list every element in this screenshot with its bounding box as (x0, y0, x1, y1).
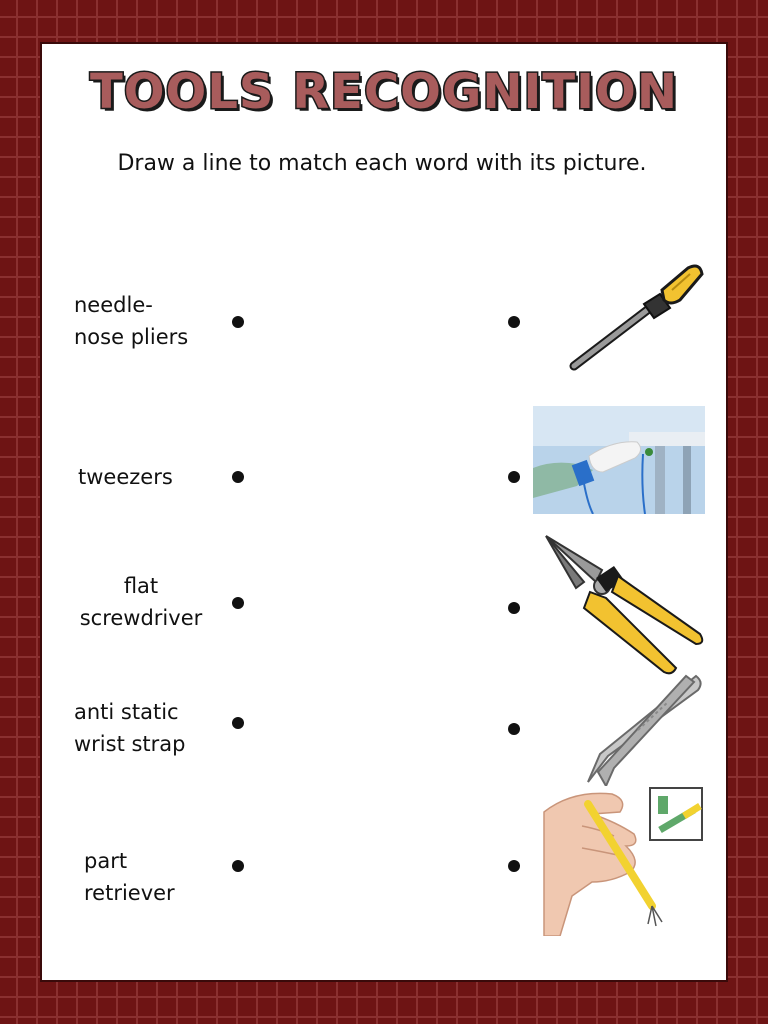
left-match-dot-1[interactable] (232, 316, 244, 328)
pliers-icon (540, 530, 710, 678)
word-line: tweezers (78, 465, 173, 489)
word-line: retriever (84, 881, 175, 905)
word-flat-screwdriver (68, 570, 214, 634)
right-match-dot-5[interactable] (508, 860, 520, 872)
tweezers-icon (578, 672, 706, 788)
word-tweezers (78, 461, 173, 493)
right-match-dot-2[interactable] (508, 471, 520, 483)
word-needle-nose-pliers (74, 289, 188, 353)
left-match-dot-5[interactable] (232, 860, 244, 872)
wrist-strap-photo (533, 406, 705, 514)
instruction-text: Draw a line to match each word with its picture. (117, 151, 647, 176)
worksheet-sheet (40, 42, 728, 982)
word-line: needle- (74, 293, 153, 317)
left-match-dot-3[interactable] (232, 597, 244, 609)
word-part-retriever (84, 845, 175, 909)
word-line: screwdriver (79, 606, 203, 630)
right-match-dot-3[interactable] (508, 602, 520, 614)
left-match-dot-2[interactable] (232, 471, 244, 483)
part-retriever-photo (542, 786, 706, 936)
word-line: flat (123, 574, 159, 598)
word-line: part (84, 849, 128, 873)
screwdriver-icon (566, 260, 706, 374)
word-anti-static-wrist-strap (74, 696, 186, 760)
worksheet-title: TOOLS RECOGNITION (89, 64, 678, 120)
left-match-dot-4[interactable] (232, 717, 244, 729)
word-line: nose pliers (74, 325, 189, 349)
word-line: anti static (74, 700, 179, 724)
word-line: wrist strap (74, 732, 186, 756)
right-match-dot-4[interactable] (508, 723, 520, 735)
right-match-dot-1[interactable] (508, 316, 520, 328)
